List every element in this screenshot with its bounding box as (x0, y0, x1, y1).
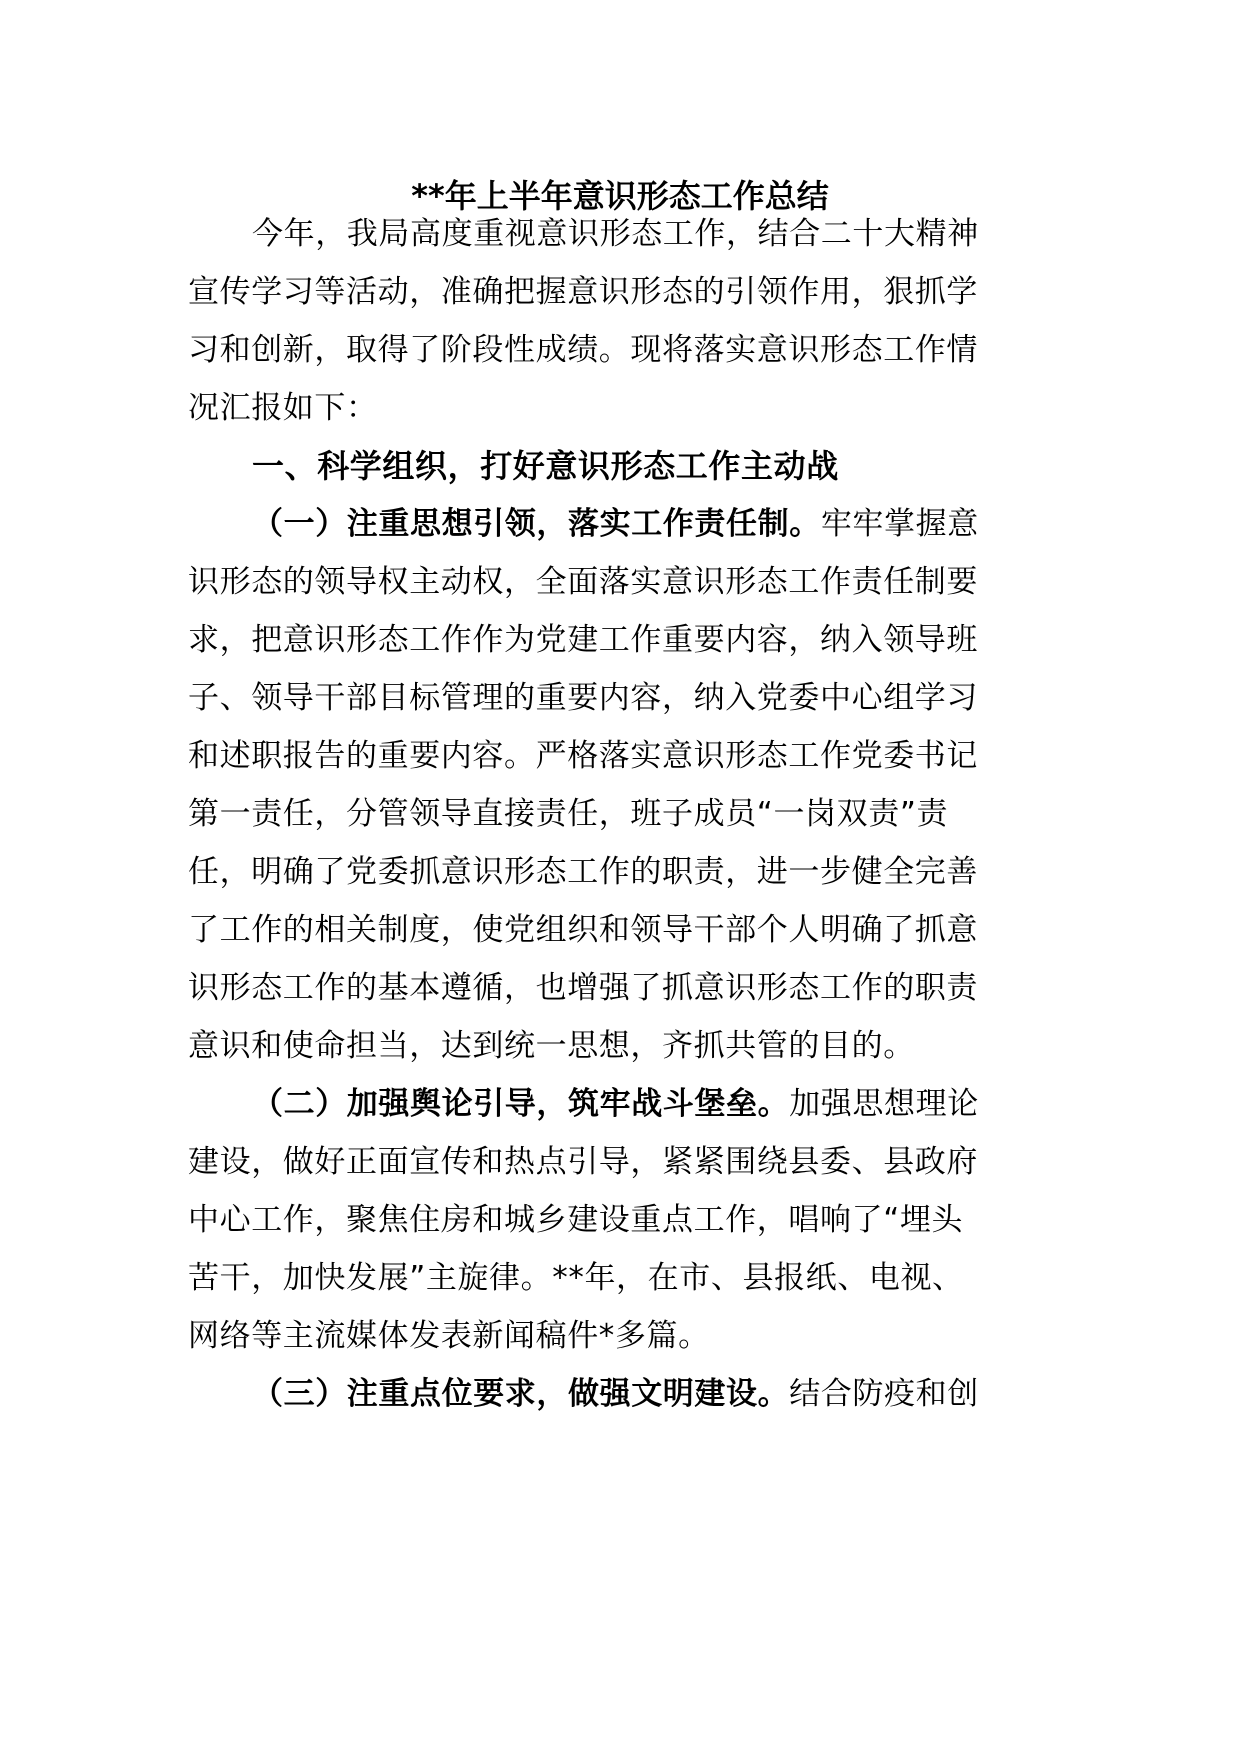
body-line: 中心工作，聚焦住房和城乡建设重点工作，唱响了“埋头 (188, 1202, 964, 1238)
subsection-2-heading: （二）加强舆论引导，筑牢战斗堡垒。 (252, 1086, 790, 1122)
body-line: 识形态的领导权主动权，全面落实意识形态工作责任制要 (188, 564, 978, 600)
subsection-2-text: 加强思想理论 (789, 1086, 979, 1122)
body-line: 网络等主流媒体发表新闻稿件*多篇。 (188, 1318, 710, 1354)
intro-line-1: 今年，我局高度重视意识形态工作，结合二十大精神 (252, 216, 979, 252)
subsection-2-line-1 (252, 1084, 1114, 1124)
intro-line-4: 况汇报如下： (188, 390, 378, 426)
document-title: **年上半年意识形态工作总结 (411, 177, 829, 215)
body-line: 识形态工作的基本遵循，也增强了抓意识形态工作的职责 (188, 970, 978, 1006)
subsection-3-text: 结合防疫和创 (789, 1376, 979, 1412)
body-line: 了工作的相关制度，使党组织和领导干部个人明确了抓意 (188, 912, 978, 948)
body-line: 苦干，加快发展”主旋律。**年，在市、县报纸、电视、 (188, 1260, 964, 1296)
body-line: 求，把意识形态工作作为党建工作重要内容，纳入领导班 (188, 622, 978, 658)
subsection-1-line-1 (252, 504, 1114, 544)
subsection-1-text: 牢牢掌握意 (820, 506, 979, 542)
body-line: 第一责任，分管领导直接责任，班子成员“一岗双责”责 (188, 796, 949, 832)
body-line: 建设，做好正面宣传和热点引导，紧紧围绕县委、县政府 (188, 1144, 978, 1180)
intro-line-2: 宣传学习等活动，准确把握意识形态的引领作用，狠抓学 (188, 274, 978, 310)
subsection-1-heading: （一）注重思想引领，落实工作责任制。 (252, 506, 821, 542)
subsection-3-line-1 (252, 1374, 1114, 1414)
body-line: 和述职报告的重要内容。严格落实意识形态工作党委书记 (188, 738, 978, 774)
subsection-3-heading: （三）注重点位要求，做强文明建设。 (252, 1376, 790, 1412)
body-line: 意识和使命担当，达到统一思想，齐抓共管的目的。 (188, 1028, 915, 1064)
body-line: 子、领导干部目标管理的重要内容，纳入党委中心组学习 (188, 680, 978, 716)
intro-line-3: 习和创新，取得了阶段性成绩。现将落实意识形态工作情 (188, 332, 978, 368)
section-heading-1: 一、科学组织，打好意识形态工作主动战 (252, 447, 839, 485)
body-line: 任，明确了党委抓意识形态工作的职责，进一步健全完善 (188, 854, 978, 890)
